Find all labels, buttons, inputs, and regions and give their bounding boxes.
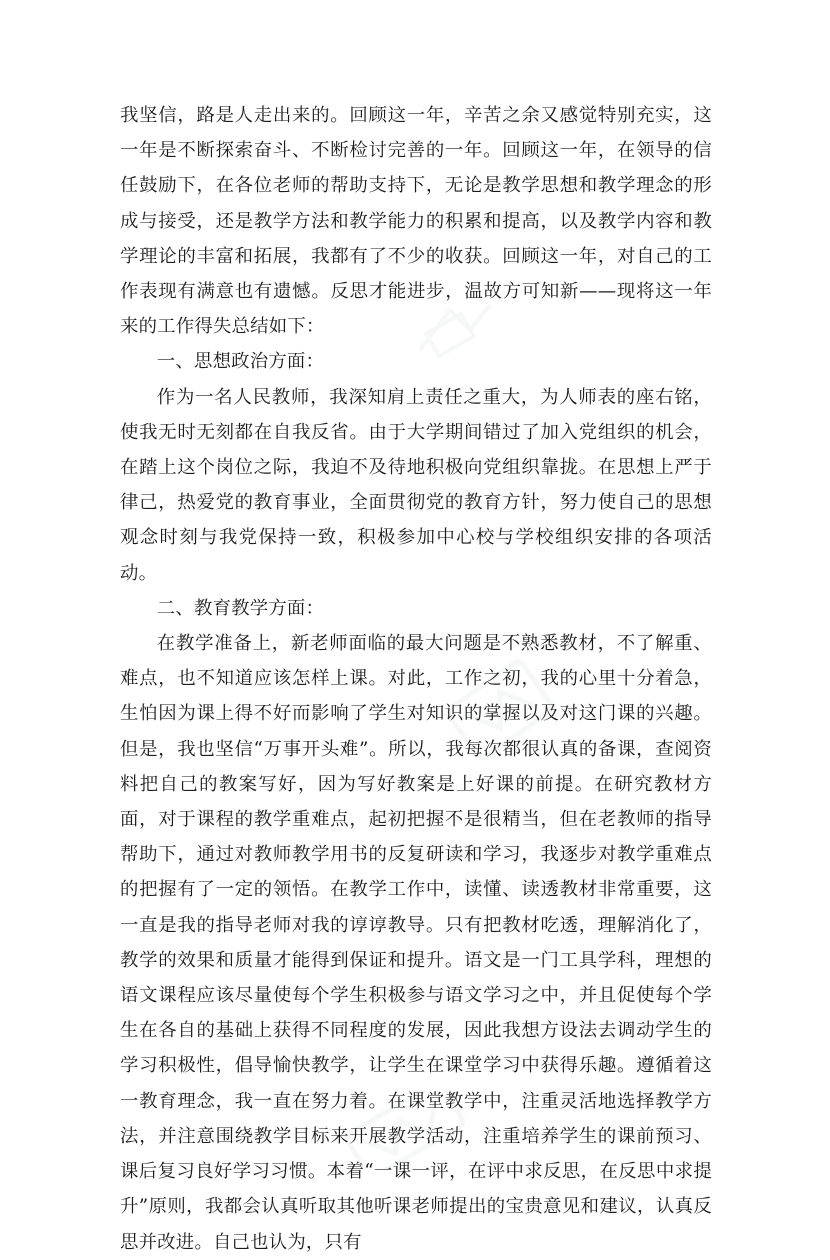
section-heading-teaching: 二、教育教学方面： bbox=[156, 597, 325, 619]
paragraph-politics: 作为一名人民教师，我深知肩上责任之重大，为人师表的座右铭，使我无时无刻都在自我反省。由于大学期间错过了加入党组织的机会，在踏上这个岗位之际，我迫不及待地积极向党组织靠拢。在思想上严于律己，热爱党的教育事业，全面贯彻党的教育方针，努力使自己的思想观念时刻与我党保持一致，积极参加中心校与学校组织安排的各项活动。 bbox=[120, 386, 712, 584]
paragraph-teaching: 在教学准备上，新老师面临的最大问题是不熟悉教材，不了解重、难点，也不知道应该怎样上课。对此，工作之初，我的心里十分着急，生怕因为课上得不好而影响了学生对知识的掌握以及对这门课的兴趣。但是，我也坚信“万事开头难”。所以，我每次都很认真的备课，查阅资料把自己的教案写好，因为写好教案是上好课的前提。在研究教材方面，对于课程的教学重难点，起初把握不是很精当，但在老教师的指导帮助下，通过对教师教学用书的反复研读和学习，我逐步对教学重难点的把握有了一定的领悟。在教学工作中，读懂、读透教材非常重要，这一直是我的指导老师对我的谆谆教导。只有把教材吃透，理解消化了，教学的效果和质量才能得到保证和提升。语文是一门工具学科，理想的语文课程应该尽量使每个学生积极参与语文学习之中，并且促使每个学生在各自的基础上获得不同程度的发展，因此我想方设法去调动学生的学习积极性，倡导愉快教学，让学生在课堂学习中获得乐趣。遵循着这一教育理念，我一直在努力着。在课堂教学中，注重灵活地选择教学方法，并注意围绕教学目标来开展教学活动，注重培养学生的课前预习、课后复习良好学习习惯。本着“一课一评，在评中求反思，在反思中求提升”原则，我都会认真听取其他听课老师提出的宝贵意见和建议，认真反思并改进。自己也认为，只有 bbox=[120, 633, 712, 1253]
paragraph-intro: 我坚信，路是人走出来的。回顾这一年，辛苦之余又感觉特别充实，这一年是不断探索奋斗、不断检讨完善的一年。回顾这一年，在领导的信任鼓励下，在各位老师的帮助支持下，无论是教学思想和教学理念的形成与接受，还是教学方法和教学能力的积累和提高，以及教学内容和教学理论的丰富和拓展，我都有了不少的收获。回顾这一年，对自己的工作表现有满意也有遗憾。反思才能进步，温故方可知新——现将这一年来的工作得失总结如下： bbox=[120, 105, 712, 338]
section-heading-politics: 一、思想政治方面： bbox=[156, 351, 325, 373]
document-body bbox=[120, 98, 712, 1260]
